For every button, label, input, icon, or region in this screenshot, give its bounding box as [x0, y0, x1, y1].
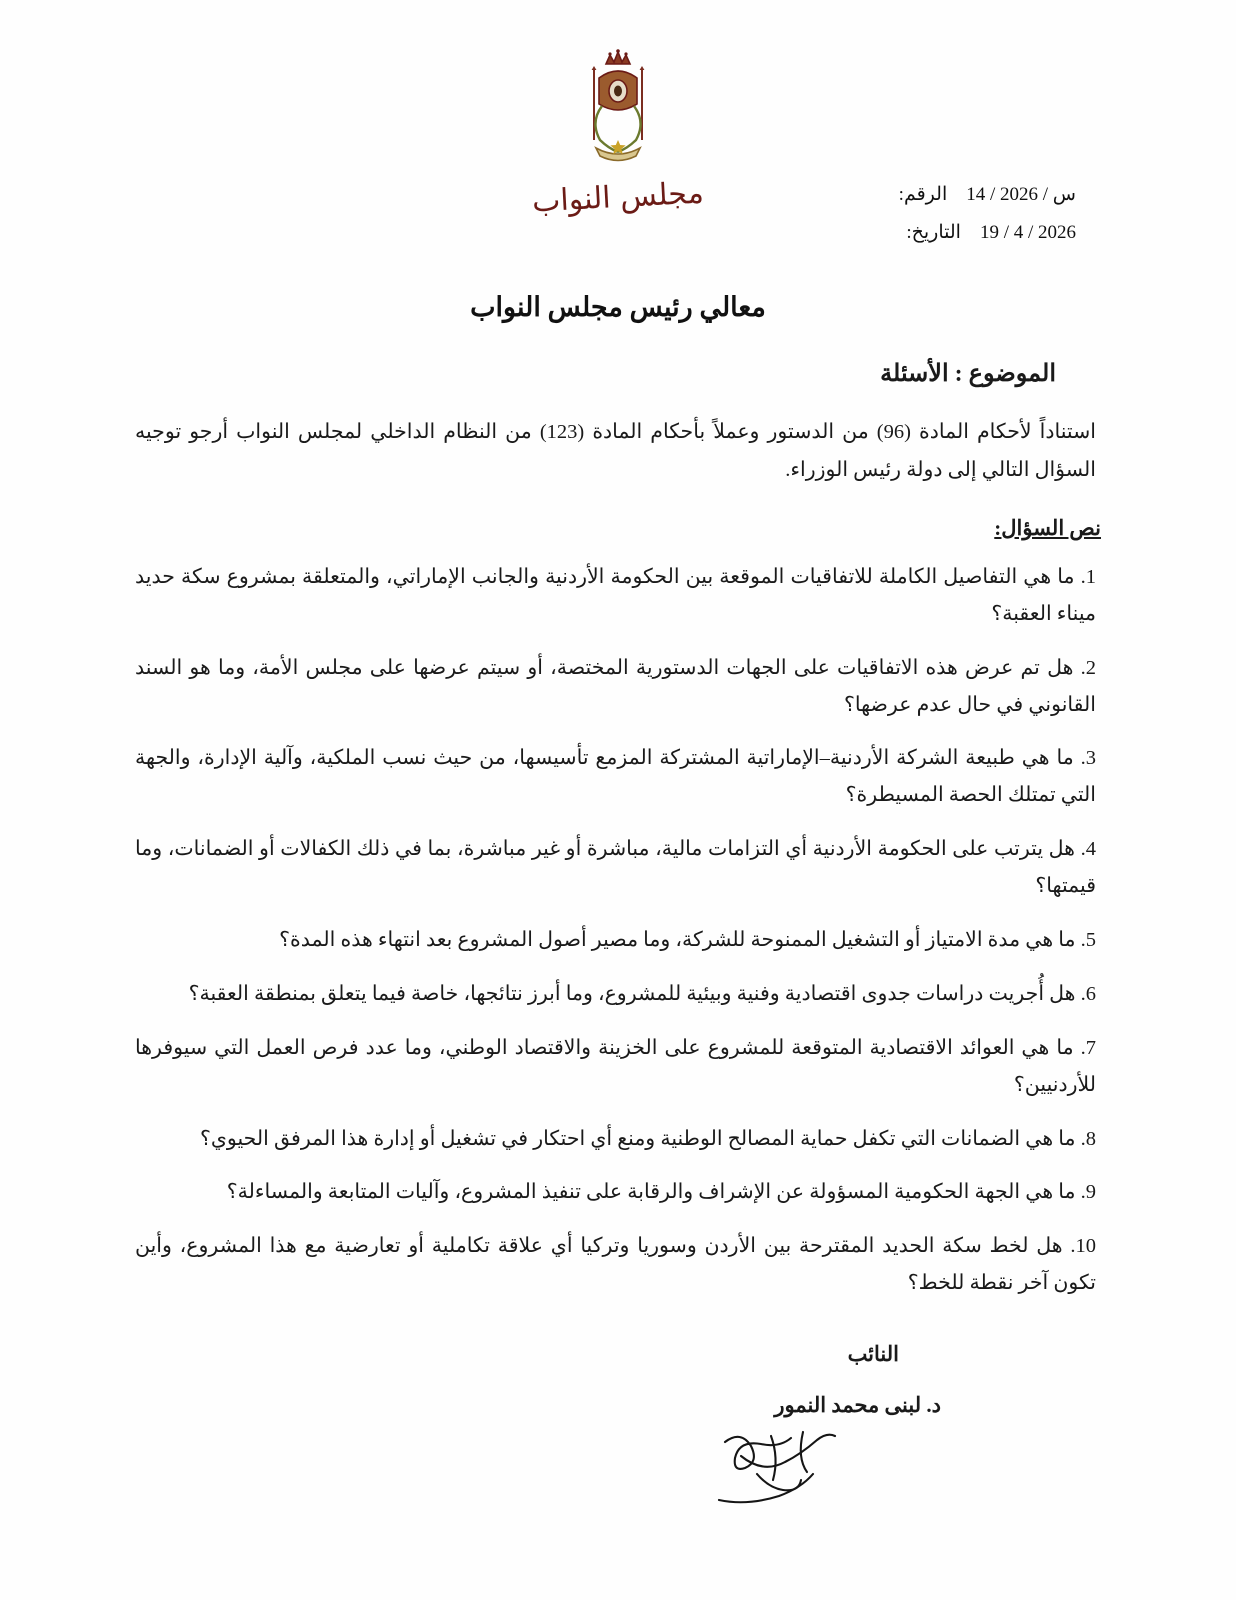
subject-line — [40, 359, 1056, 388]
subject-label: الموضوع : — [954, 361, 1056, 387]
list-item: 10. هل لخط سكة الحديد المقترحة بين الأردن وسوريا وتركيا أي علاقة تكاملية أو تعارضية مع هذا المشروع، وأين تكون آخر نقطة للخط؟ — [135, 1235, 1096, 1295]
document-date-value: 19 / 4 / 2026 — [979, 222, 1076, 243]
page-title: معالي رئيس مجلس النواب — [470, 292, 766, 322]
document-number-row — [899, 176, 1076, 214]
emblem-container — [40, 0, 1196, 166]
intro-paragraph: استناداً لأحكام المادة (96) من الدستور وعملاً بأحكام المادة (123) من النظام الداخلي لمجلس النواب أرجو توجيه السؤال التالي إلى دولة رئيس الوزراء. — [135, 421, 1096, 481]
question-section-label: نص السؤال: — [994, 515, 1101, 540]
document-date-label: التاريخ: — [906, 222, 961, 243]
signature-block — [40, 1342, 1196, 1523]
signature-role: النائب — [847, 1342, 899, 1367]
questions-list — [135, 559, 1096, 1302]
list-item: 8. ما هي الضمانات التي تكفل حماية المصالح الوطنية ومنع أي احتكار في تشغيل أو إدارة هذا المرفق الحيوي؟ — [199, 1127, 1096, 1150]
list-item: 6. هل أُجريت دراسات جدوى اقتصادية وفنية وبيئية للمشروع، وما أبرز نتائجها، خاصة فيما يتعلق بمنطقة العقبة؟ — [188, 982, 1096, 1005]
list-item: 4. هل يترتب على الحكومة الأردنية أي التزامات مالية، مباشرة أو غير مباشرة، بما في ذلك الكفالات أو الضمانات، وما قيمتها؟ — [135, 838, 1096, 898]
list-item: 2. هل تم عرض هذه الاتفاقيات على الجهات الدستورية المختصة، أو سيتم عرضها على مجلس الأمة، وما هو السند القانوني في حال عدم عرضها؟ — [135, 656, 1096, 716]
list-item: 3. ما هي طبيعة الشركة الأردنية–الإماراتية المشتركة المزمع تأسيسها، من حيث نسب الملكية، وآلية الإدارة، والجهة التي تمتلك الحصة المسيطرة؟ — [135, 747, 1096, 807]
document-number-label: الرقم: — [898, 184, 948, 205]
council-logo-wordmark: مجلس النواب — [531, 175, 705, 220]
document-date-row — [899, 214, 1076, 252]
document-meta — [899, 176, 1076, 252]
subject-value: الأسئلة — [880, 361, 949, 387]
list-item: 9. ما هي الجهة الحكومية المسؤولة عن الإشراف والرقابة على تنفيذ المشروع، وآليات المتابعة والمساءلة؟ — [226, 1181, 1096, 1204]
list-item: 7. ما هي العوائد الاقتصادية المتوقعة للمشروع على الخزينة والاقتصاد الوطني، وما عدد فرص العمل التي سيوفرها للأردنيين؟ — [135, 1036, 1096, 1096]
signature-name: د. لبنى محمد النمور — [774, 1393, 941, 1418]
list-item: 1. ما هي التفاصيل الكاملة للاتفاقيات الموقعة بين الحكومة الأردنية والجانب الإماراتي، والمتعلقة بمشروع سكة حديد ميناء العقبة؟ — [135, 565, 1096, 625]
handwritten-signature-icon — [40, 1422, 941, 1523]
list-item: 5. ما هي مدة الامتياز أو التشغيل الممنوحة للشركة، وما مصير أصول المشروع بعد انتهاء هذه المدة؟ — [279, 928, 1096, 951]
jordan-coat-of-arms-icon — [572, 48, 664, 166]
document-number-value: 14 / س / 2026 — [966, 184, 1076, 205]
header-info-row — [40, 172, 1196, 258]
